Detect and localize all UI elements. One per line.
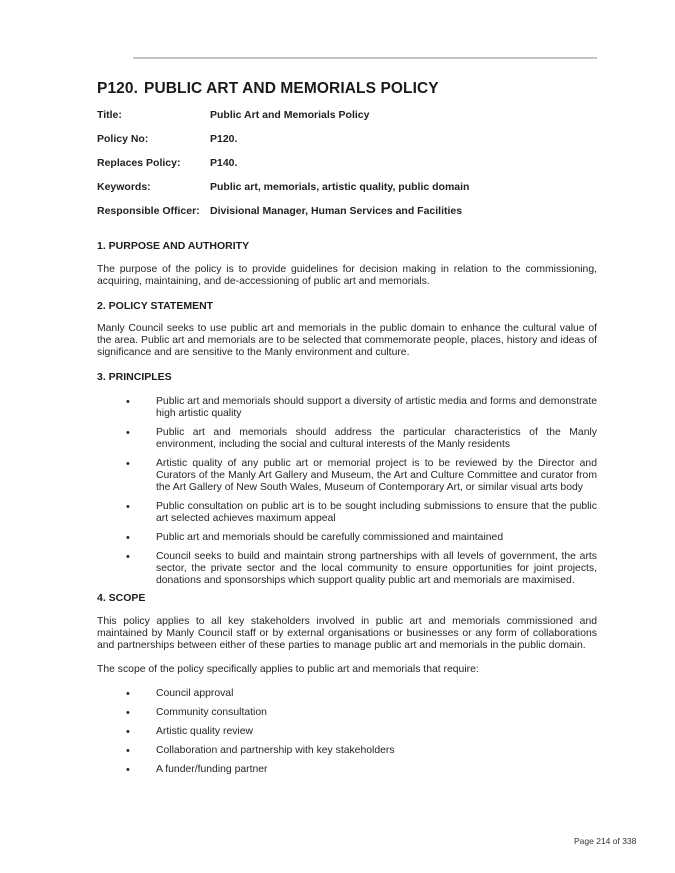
metadata-value: Public Art and Memorials Policy [210, 109, 370, 121]
principle-text: Artistic quality of any public art or memorial project is to be reviewed by the Director and Curators of the Manly Art Gallery and Museum, the Art and Culture Committee and curator from the Art Gallery of New South Wales, Museum of Contemporary Art, or similar visual arts body [156, 458, 597, 494]
principle-item [97, 396, 597, 420]
metadata-value: P120. [210, 133, 238, 145]
metadata-label: Keywords: [97, 181, 151, 193]
metadata-label: Responsible Officer: [97, 205, 200, 217]
bullet-icon: • [126, 745, 130, 757]
bullet-icon: • [126, 551, 130, 563]
scope-item [97, 707, 597, 719]
policy-title: PUBLIC ART AND MEMORIALS POLICY [144, 80, 439, 97]
principle-text: Public art and memorials should address the particular characteristics of the Manly environment, including the social and cultural interests of the Manly residents [156, 427, 597, 451]
principle-item [97, 501, 597, 525]
section-heading-policy-statement: 2. POLICY STATEMENT [97, 300, 214, 312]
scope-text: Collaboration and partnership with key stakeholders [156, 745, 395, 756]
metadata-value: P140. [210, 157, 238, 169]
principle-item [97, 532, 597, 544]
principle-text: Public consultation on public art is to be sought including submissions to ensure that the public art selected achieves maximum appeal [156, 501, 597, 525]
scope-item [97, 745, 597, 757]
scope-item [97, 764, 597, 776]
bullet-icon: • [126, 501, 130, 513]
scope-text: Artistic quality review [156, 726, 254, 737]
scope-item [97, 688, 597, 700]
section-heading-principles: 3. PRINCIPLES [97, 371, 172, 383]
section-text-policy-statement: Manly Council seeks to use public art and memorials in the public domain to enhance the cultural value of the area. Public art and memorials are to be selected that commemorate people, places, history and ideas of significance and are sensitive to the Manly environment and culture. [97, 323, 597, 359]
bullet-icon: • [126, 726, 130, 738]
page-number: Page 214 of 338 [574, 836, 637, 846]
principle-text: Public art and memorials should support a diversity of artistic media and forms and demonstrate high artistic quality [156, 396, 597, 420]
bullet-icon: • [126, 458, 130, 470]
bullet-icon: • [126, 532, 130, 544]
section-heading-scope: 4. SCOPE [97, 592, 146, 604]
principle-item [97, 551, 597, 588]
section-text-scope: This policy applies to all key stakeholders involved in public art and memorials commissioned and maintained by Manly Council staff or by external organisations or businesses or any form of collaborations and partnerships between either of these parties to manage public art and memorials in the public domain. [97, 616, 597, 652]
scope-text: A funder/funding partner [156, 764, 268, 775]
scope-text: Council approval [156, 688, 234, 699]
bullet-icon: • [126, 427, 130, 439]
scope-item [97, 726, 597, 738]
bullet-icon: • [126, 396, 130, 408]
principle-text: Public art and memorials should be carefully commissioned and maintained [156, 532, 504, 543]
bullet-icon: • [126, 707, 130, 719]
policy-number: P120. [97, 80, 139, 97]
page-title [97, 80, 439, 98]
metadata-label: Title: [97, 109, 122, 121]
metadata-value: Public art, memorials, artistic quality, public domain [210, 181, 470, 193]
bullet-icon: • [126, 764, 130, 776]
metadata-label: Replaces Policy: [97, 157, 181, 169]
principle-text: Council seeks to build and maintain strong partnerships with all levels of government, the arts sector, the private sector and the local community to ensure opportunities for joint projects, donations and sponsorships which support quality public art and memorials are maximised. [156, 551, 597, 587]
bullet-icon: • [126, 688, 130, 700]
section-text-purpose: The purpose of the policy is to provide guidelines for decision making in relation to the commissioning, acquiring, maintaining, and de-accessioning of public art and memorials. [97, 264, 597, 288]
scope-text: Community consultation [156, 707, 267, 718]
section-heading-purpose: 1. PURPOSE AND AUTHORITY [97, 240, 250, 252]
principle-item [97, 427, 597, 451]
section-text-scope-intro: The scope of the policy specifically applies to public art and memorials that require: [97, 664, 479, 675]
metadata-label: Policy No: [97, 133, 149, 145]
principle-item [97, 458, 597, 495]
metadata-value: Divisional Manager, Human Services and Facilities [210, 205, 463, 217]
header-rule [133, 57, 597, 59]
